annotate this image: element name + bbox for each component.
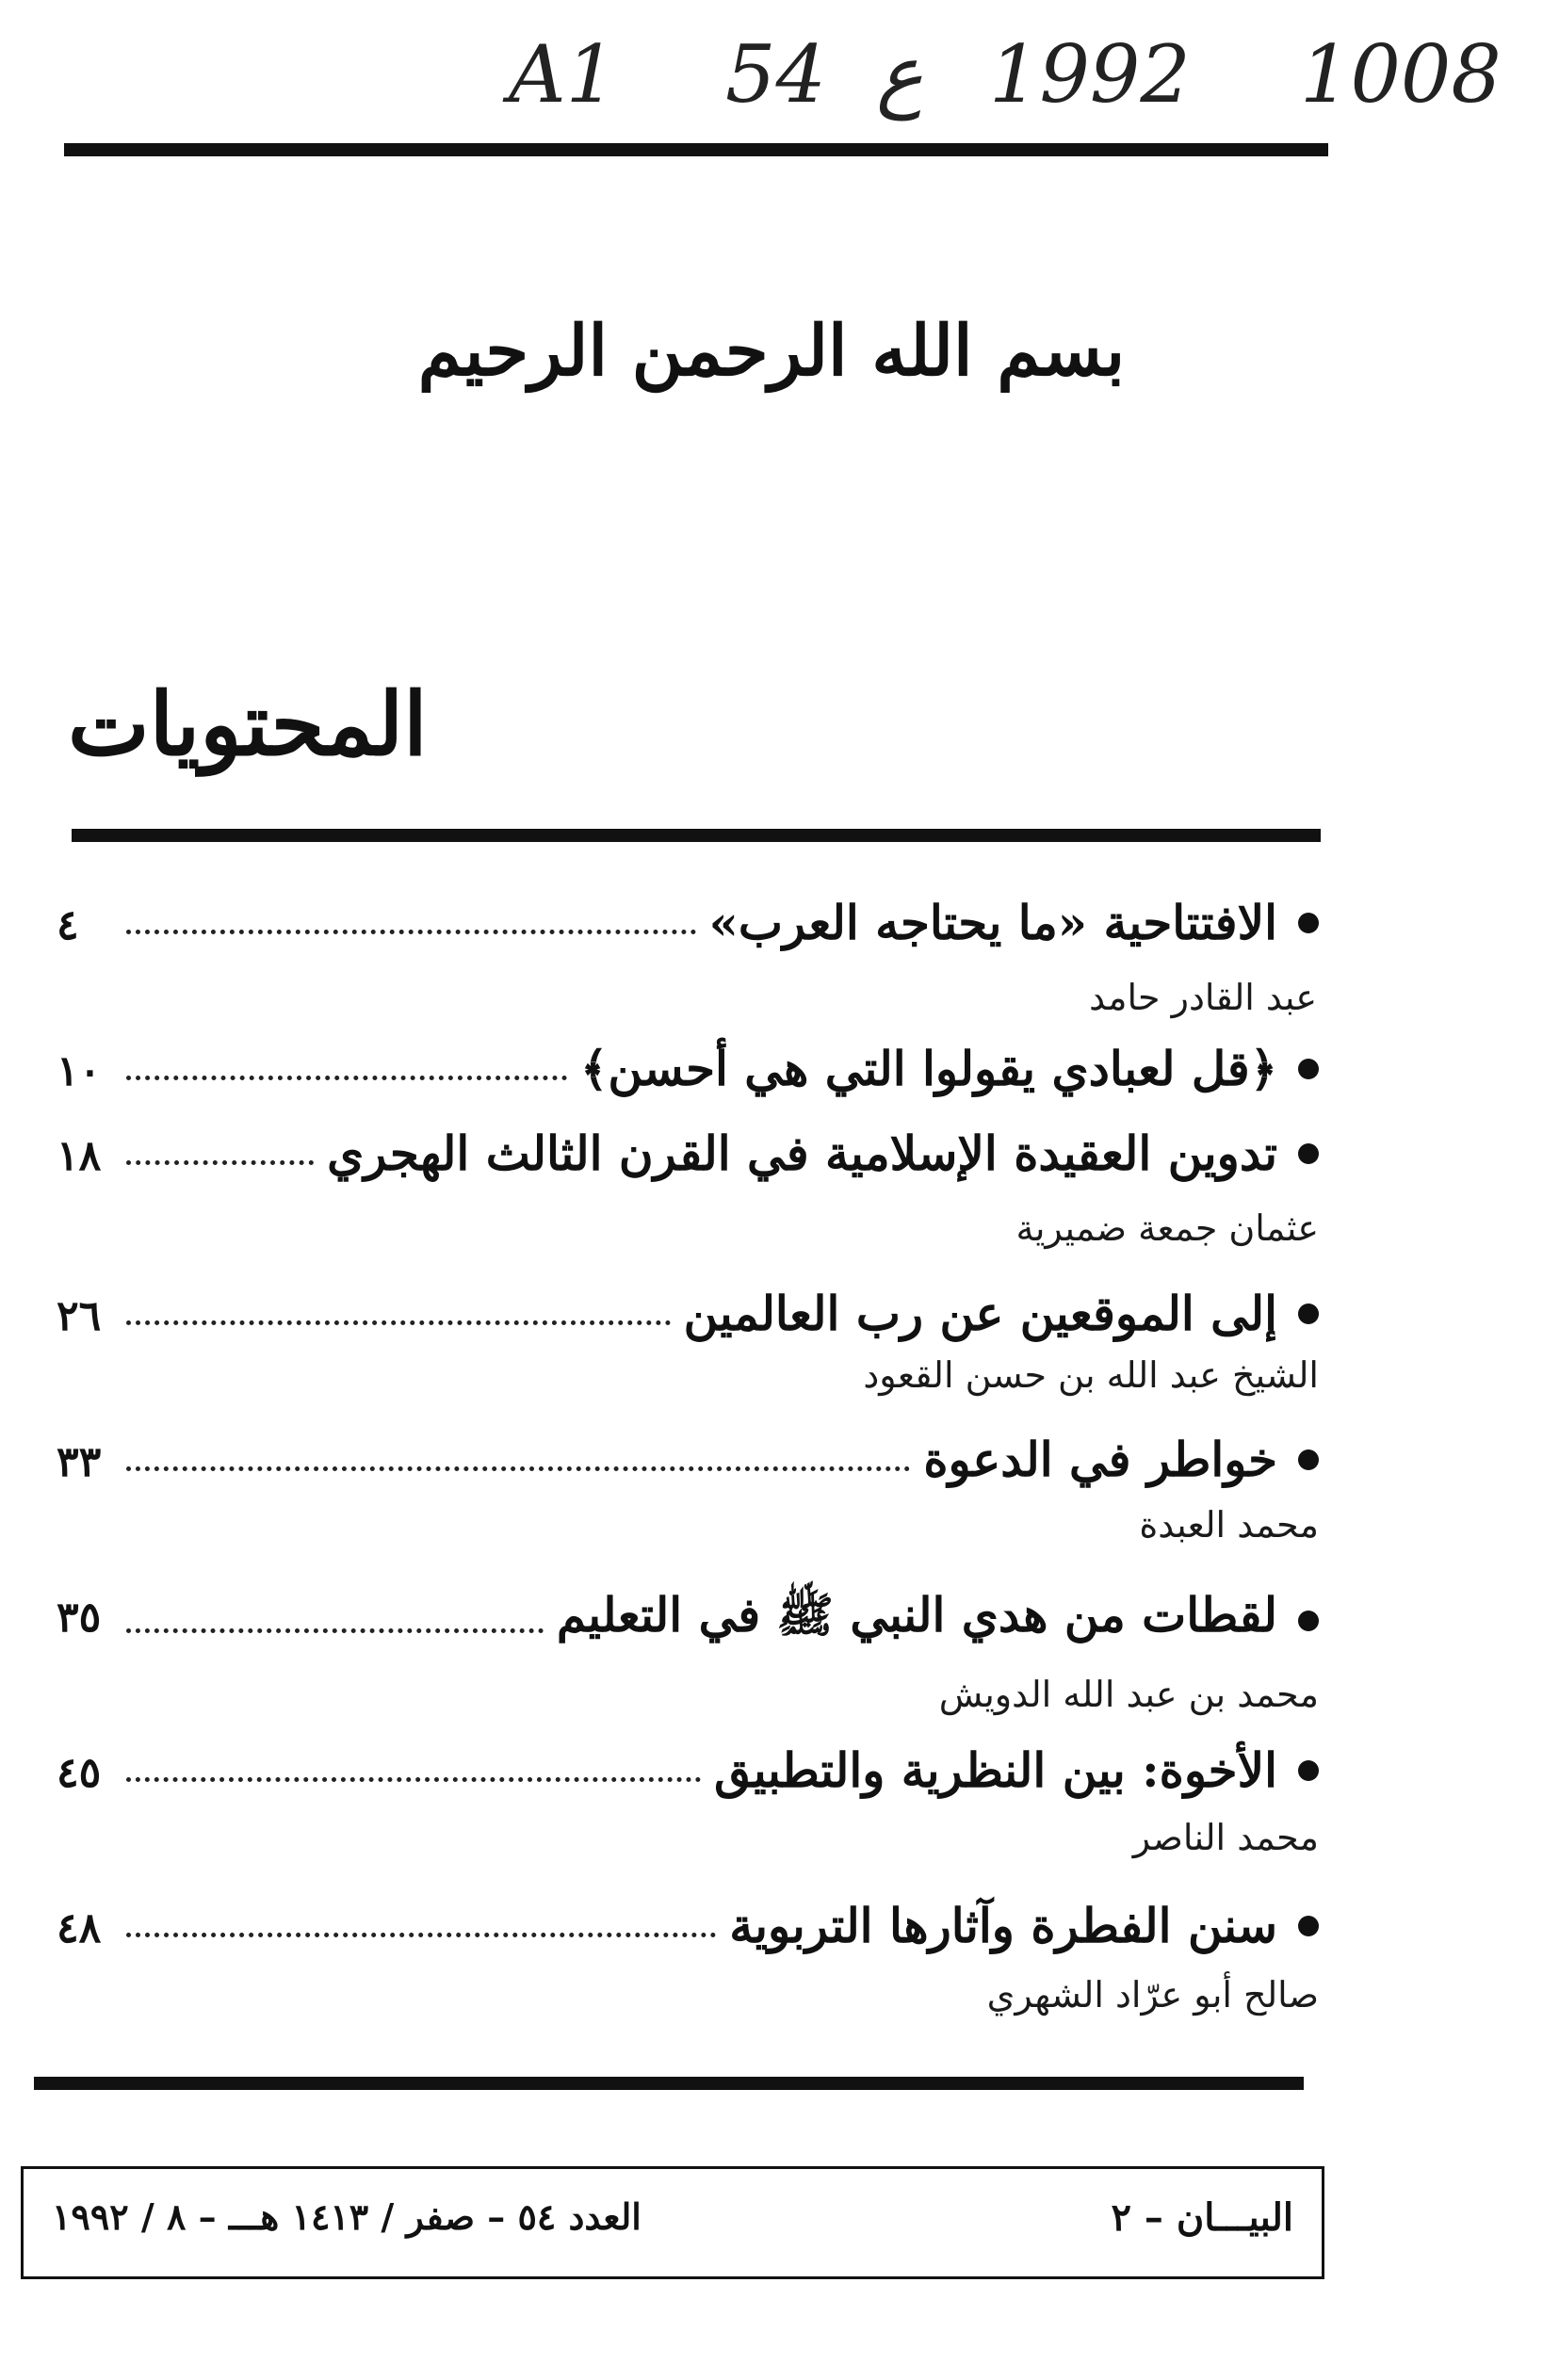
footer-box <box>21 2166 1324 2279</box>
toc-entry <box>57 1587 1319 1715</box>
toc-entry <box>57 1125 1319 1249</box>
page-number: ٣٣ <box>57 1438 102 1486</box>
toc-entry <box>57 1742 1319 1858</box>
entry-title[interactable]: خواطر في الدعوة <box>923 1432 1277 1487</box>
bullet-icon <box>1298 1611 1319 1631</box>
page-number: ٤٨ <box>57 1904 102 1952</box>
page-number: ٣٥ <box>57 1594 102 1642</box>
basmala: بسم الله الرحمن الرحيم <box>417 311 1126 392</box>
entry-author: محمد بن عبد الله الدويش <box>938 1674 1319 1715</box>
page-number: ١٠ <box>57 1047 102 1095</box>
entry-author: عثمان جمعة ضميرية <box>1015 1207 1319 1249</box>
entry-author: عبد القادر حامد <box>1089 977 1317 1018</box>
entry-author: محمد الناصر <box>1132 1817 1319 1858</box>
page-number: ٤ <box>57 901 79 949</box>
top-rule <box>64 143 1328 156</box>
toc-entry <box>57 1432 1319 1546</box>
leader-dots <box>126 1076 567 1080</box>
bullet-icon <box>1298 1916 1319 1936</box>
contents-rule <box>72 829 1321 842</box>
bullet-icon <box>1298 1760 1319 1781</box>
leader-dots <box>126 1933 716 1937</box>
bullet-icon <box>1298 1303 1319 1324</box>
leader-dots <box>126 1777 701 1782</box>
handwritten-issue: 54 <box>725 28 826 121</box>
entry-title[interactable]: لقطات من هدي النبي ﷺ في التعليم <box>556 1587 1277 1643</box>
entry-title[interactable]: ﴿قل لعبادي يقولوا التي هي أحسن﴾ <box>580 1041 1277 1096</box>
entry-title[interactable]: سنن الفطرة وآثارها التربوية <box>729 1898 1277 1953</box>
handwritten-note <box>509 19 1526 141</box>
leader-dots <box>126 1320 671 1325</box>
page-number: ٤٥ <box>57 1749 102 1797</box>
bullet-icon <box>1298 1059 1319 1079</box>
page-number: ٢٦ <box>57 1292 102 1340</box>
handwritten-year: 1992 <box>989 28 1191 121</box>
entry-title[interactable]: الأخوة: بين النظرية والتطبيق <box>714 1742 1277 1798</box>
leader-dots <box>126 930 696 934</box>
entry-author: محمد العبدة <box>1139 1504 1319 1546</box>
entry-author: صالح أبو عرّاد الشهري <box>986 1974 1319 2016</box>
entry-author: الشيخ عبد الله بن حسن القعود <box>863 1354 1319 1396</box>
issue-info: العدد ٥٤ – صفر / ١٤١٣ هـــ – ٨ / ١٩٩٢ <box>52 2195 642 2238</box>
page-number: ١٨ <box>57 1132 102 1180</box>
bullet-icon <box>1298 913 1319 933</box>
toc-entry <box>57 1898 1319 2016</box>
leader-dots <box>126 1466 910 1471</box>
bullet-icon <box>1298 1449 1319 1470</box>
bottom-rule <box>34 2077 1304 2090</box>
toc-entry <box>57 1286 1319 1396</box>
toc-entry <box>57 1041 1319 1096</box>
entry-title[interactable]: إلى الموقعين عن رب العالمين <box>683 1286 1277 1341</box>
handwritten-number: 1008 <box>1300 28 1502 121</box>
contents-title: المحتويات <box>68 673 428 775</box>
toc-entry <box>57 895 1319 1018</box>
entry-title[interactable]: تدوين العقيدة الإسلامية في القرن الثالث الهجري <box>327 1125 1277 1181</box>
handwritten-code: A1 <box>509 28 617 121</box>
handwritten-letter: ع <box>876 28 924 121</box>
entry-title[interactable]: الافتتاحية «ما يحتاجه العرب» <box>708 895 1277 950</box>
leader-dots <box>126 1628 544 1633</box>
magazine-page-label: البيـــان – ٢ <box>1111 2195 1293 2240</box>
bullet-icon <box>1298 1143 1319 1164</box>
leader-dots <box>126 1160 314 1165</box>
